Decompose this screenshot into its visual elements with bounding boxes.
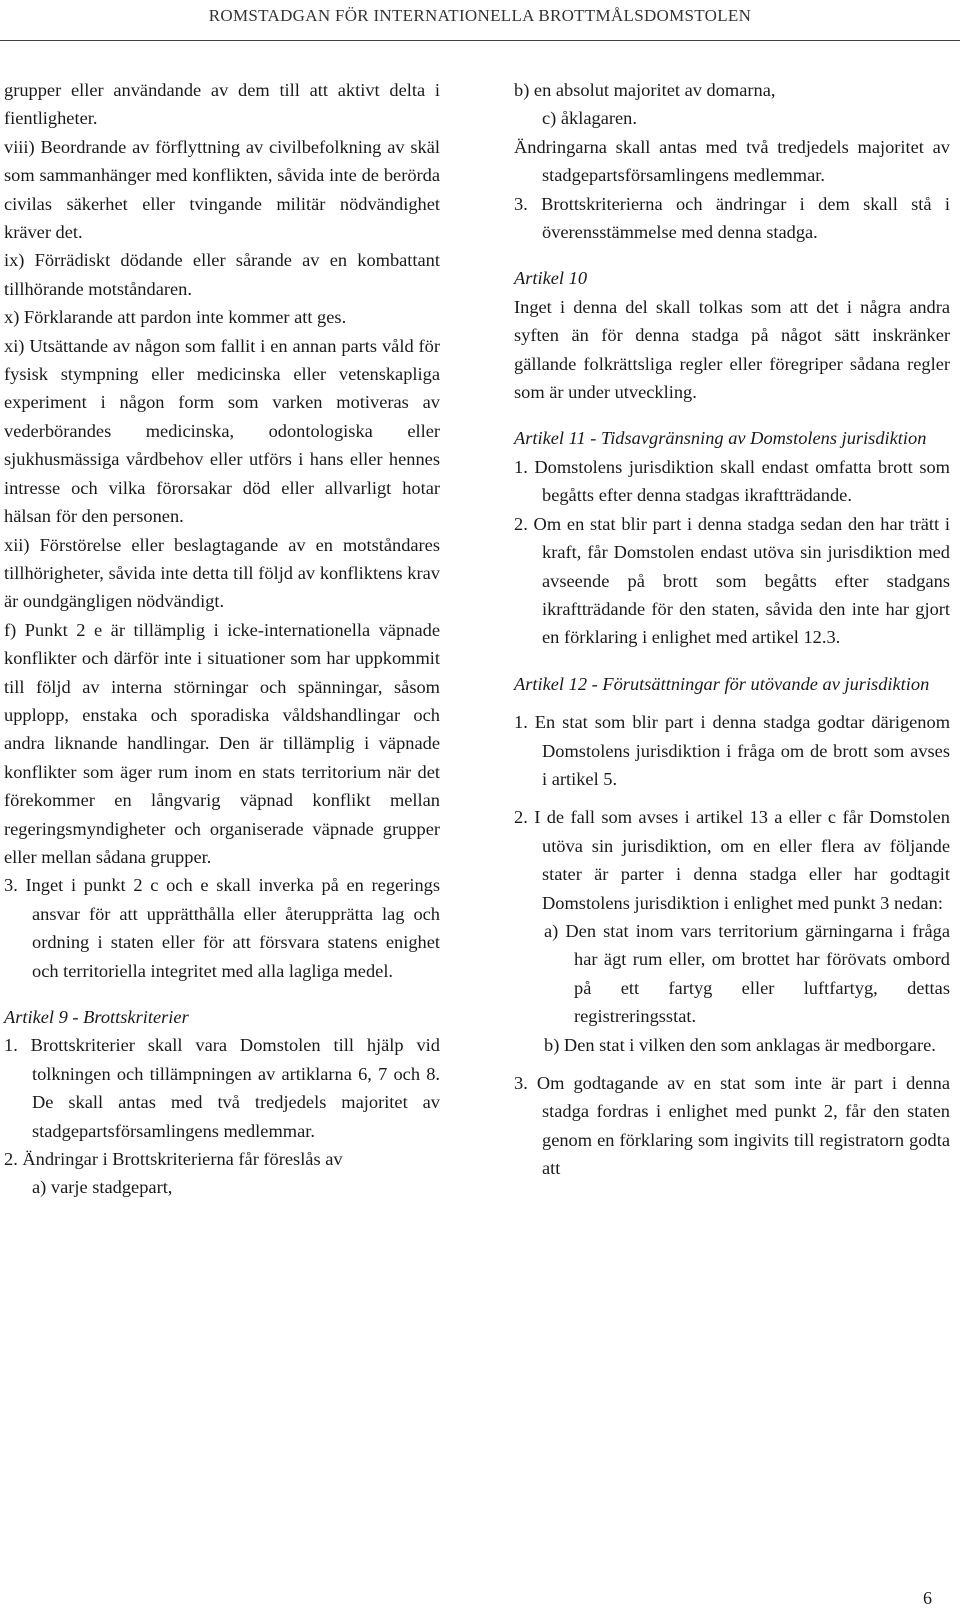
page-number: 6 bbox=[923, 1588, 932, 1608]
paragraph: xii) Förstörelse eller beslagtagande av en motståndares tillhörigheter, såvida inte detta till följd av konfliktens krav är oundgängligen nödvändigt. bbox=[4, 534, 440, 612]
list-item: a) Den stat inom vars territorium gärningarna i fråga har ägt rum eller, om brottet har förövats ombord på ett fartyg eller luftfartyg, dettas registreringsstat. bbox=[544, 920, 950, 1027]
paragraph: xi) Utsättande av någon som fallit i en annan parts våld för fysisk stympning eller medicinska eller vetenskapliga experiment i någon form som varken motiveras av vederbörandes medicinska, odontologiska eller sjukhusmässiga vårdbehov eller utförs i hans eller hennes intresse och vilka förorsakar död eller allvarligt hotar hälsan för den personen. bbox=[4, 335, 440, 527]
numbered-paragraph: 3. Om godtagande av en stat som inte är part i denna stadga fordras i enlighet med punkt 2, får den staten genom en förklaring som ingivits till registratorn godta att bbox=[514, 1073, 950, 1179]
numbered-paragraph: 3. Brottskriterierna och ändringar i dem skall stå i överensstämmelse med denna stadga. bbox=[514, 193, 950, 243]
paragraph: grupper eller användande av dem till att aktivt delta i fientligheter. bbox=[4, 80, 440, 129]
list-item: b) en absolut majoritet av domarna, bbox=[514, 80, 776, 100]
article-heading: Artikel 9 - Brottskriterier bbox=[4, 1007, 189, 1027]
numbered-paragraph: 2. Ändringar i Brottskriterierna får föreslås av bbox=[4, 1149, 343, 1170]
paragraph: f) Punkt 2 e är tillämplig i icke-internationella väpnade konflikter och därför inte i situationer som har uppkommit till följd av interna störningar och spänningar, såsom upplopp, enstaka och sporadiska våldshandlingar och andra liknande handlingar. Den är tillämplig i väpnade konflikter som äger rum inom en stats territorium när det förekommer en långvarig väpnad konflikt mellan regeringsmyndigheter och organiserade väpnade grupper eller mellan sådana grupper. bbox=[4, 619, 440, 867]
list-item: b) Den stat i vilken den som anklagas är medborgare. bbox=[544, 1034, 936, 1055]
article-heading: Artikel 10 bbox=[514, 268, 588, 289]
numbered-paragraph: 2. Om en stat blir part i denna stadga sedan den har trätt i kraft, får Domstolen endast utöva sin jurisdiktion med avseende på brott som begåtts efter stadgans ikraftträdande för den staten, såvida den inte har gjort en förklaring i enlighet med artikel 12.3. bbox=[514, 513, 950, 648]
left-column bbox=[4, 76, 440, 1202]
numbered-paragraph: 1. Brottskriterier skall vara Domstolen till hjälp vid tolkningen och tillämpningen av artiklarna 6, 7 och 8. De skall antas med två tredjedels majoritet av stadgepartsförsamlingens medlemmar. bbox=[4, 1035, 440, 1141]
paragraph: Inget i denna del skall tolkas som att det i några andra syften än för denna stadga på något sätt inskränker gällande folkrättsliga regler eller föregriper sådana regler som är under utveckling. bbox=[514, 296, 950, 403]
numbered-paragraph: 1. Domstolens jurisdiktion skall endast omfatta brott som begåtts efter denna stadgas ikraftträdande. bbox=[514, 456, 950, 506]
header-rule bbox=[0, 40, 960, 41]
paragraph: viii) Beordrande av förflyttning av civilbefolkning av skäl som sammanhänger med konflikten, såvida inte de berörda civilas säkerhet eller tvingande militär nödvändighet kräver det. bbox=[4, 136, 440, 243]
paragraph: Ändringarna skall antas med två tredjedels majoritet av stadgepartsförsamlingens medlemmar. bbox=[514, 136, 950, 186]
right-column bbox=[514, 76, 950, 1183]
article-heading: Artikel 12 - Förutsättningar för utövande av jurisdiktion bbox=[514, 673, 930, 694]
running-header: ROMSTADGAN FÖR INTERNATIONELLA BROTTMÅLSDOMSTOLEN bbox=[208, 6, 752, 25]
paragraph: x) Förklarande att pardon inte kommer att ges. bbox=[4, 307, 347, 328]
article-heading: Artikel 11 - Tidsavgränsning av Domstolens jurisdiktion bbox=[514, 428, 927, 449]
numbered-paragraph: 3. Inget i punkt 2 c och e skall inverka på en regerings ansvar för att upprätthålla eller återupprätta lag och ordning i staten eller för att försvara statens enighet och territoriella integritet med alla lagliga medel. bbox=[4, 875, 440, 981]
list-item: c) åklagaren. bbox=[542, 108, 637, 129]
list-item: a) varje stadgepart, bbox=[32, 1177, 173, 1198]
numbered-paragraph: 2. I de fall som avses i artikel 13 a eller c får Domstolen utöva sin jurisdiktion, om en eller flera av följande stater är parter i denna stadga eller har godtagit Domstolens jurisdiktion i enlighet med punkt 3 nedan: bbox=[514, 807, 950, 913]
paragraph: ix) Förrädiskt dödande eller sårande av en kombattant tillhörande motståndaren. bbox=[4, 250, 440, 299]
numbered-paragraph: 1. En stat som blir part i denna stadga godtar därigenom Domstolens jurisdiktion i fråga om de brott som avses i artikel 5. bbox=[514, 712, 950, 789]
